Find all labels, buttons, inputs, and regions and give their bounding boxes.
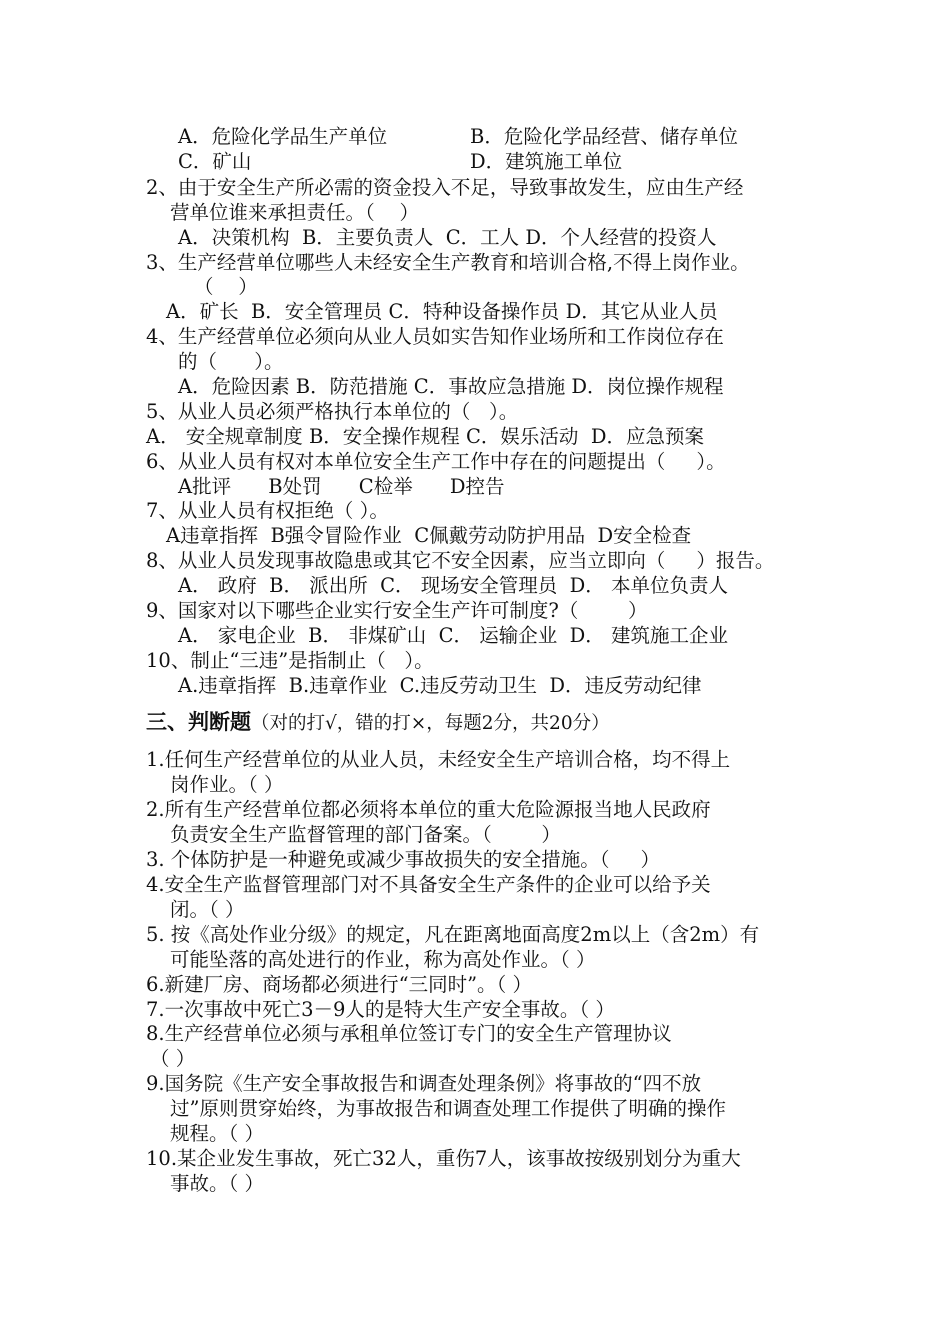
q1-option-a: A．危险化学品生产单位 [178,125,388,148]
section3-title: 三、判断题 [146,709,251,734]
tf2-text: 2.所有生产经营单位都必须将本单位的重大危险源报当地人民政府 [146,798,711,821]
section3-note: （对的打√，错的打×，每题2分，共20分） [251,713,610,734]
q2-text-cont: 营单位谁来承担责任。（ ） [170,201,420,224]
q9-options: A． 家电企业 B． 非煤矿山 C． 运输企业 D． 建筑施工企业 [178,624,728,647]
q10-options: A.违章指挥 B.违章作业 C.违反劳动卫生 D．违反劳动纪律 [178,674,702,697]
tf7-text: 7.一次事故中死亡3－9人的是特大生产安全事故。（ ） [146,998,615,1021]
q7-options: A违章指挥 B强令冒险作业 C佩戴劳动防护用品 D安全检查 [166,524,692,547]
q10-text: 10、制止“三违”是指制止（ ）。 [146,649,434,672]
q3-text-cont: （ ） [194,275,258,298]
tf1-text-cont: 岗作业。（ ） [170,773,284,796]
q1-option-c: C．矿山 [178,150,252,173]
q4-text-cont: 的（ ）。 [178,350,284,373]
q8-text: 8、从业人员发现事故隐患或其它不安全因素，应当立即向（ ）报告。 [146,549,775,572]
tf2-text-cont: 负责安全生产监督管理的部门备案。（ ） [170,823,561,846]
q6-options: A批评 B处罚 C检举 D控告 [178,475,505,498]
tf1-text: 1.任何生产经营单位的从业人员，未经安全生产培训合格，均不得上 [146,748,731,771]
q3-text: 3、生产经营单位哪些人未经安全生产教育和培训合格,不得上岗作业。 [146,251,750,274]
tf3-text: 3. 个体防护是一种避免或减少事故损失的安全措施。（ ） [146,848,661,871]
tf10-text: 10.某企业发生事故，死亡32人，重伤7人，该事故按级别划分为重大 [146,1147,741,1170]
q8-options: A． 政府 B． 派出所 C． 现场安全管理员 D． 本单位负责人 [178,574,728,597]
q1-option-b: B．危险化学品经营、储存单位 [470,125,738,148]
tf5-text-cont: 可能坠落的高处进行的作业，称为高处作业。（ ） [170,948,596,971]
q5-options: A． 安全规章制度 B．安全操作规程 C．娱乐活动 D．应急预案 [146,425,704,448]
tf10-text-cont: 事故。（ ） [170,1172,264,1195]
q9-text: 9、国家对以下哪些企业实行安全生产许可制度?（ ） [146,599,648,622]
tf4-text: 4.安全生产监督管理部门对不具备安全生产条件的企业可以给予关 [146,873,711,896]
tf8-text: 8.生产经营单位必须与承租单位签订专门的安全生产管理协议 [146,1022,672,1045]
tf9-text-cont2: 规程。（ ） [170,1122,264,1145]
q3-options: A．矿长 B．安全管理员 C．特种设备操作员 D．其它从业人员 [166,300,718,323]
tf5-text: 5. 按《高处作业分级》的规定，凡在距离地面高度2m以上（含2m）有 [146,923,760,946]
section3-heading [146,709,610,734]
q4-text: 4、生产经营单位必须向从业人员如实告知作业场所和工作岗位存在 [146,325,724,348]
q7-text: 7、从业人员有权拒绝（ ）。 [146,499,389,522]
q2-text: 2、由于安全生产所必需的资金投入不足，导致事故发生，应由生产经 [146,176,744,199]
tf9-text: 9.国务院《生产安全事故报告和调查处理条例》将事故的“四不放 [146,1072,702,1095]
tf6-text: 6.新建厂房、商场都必须进行“三同时”。（ ） [146,973,532,996]
q6-text: 6、从业人员有权对本单位安全生产工作中存在的问题提出（ ）。 [146,450,726,473]
tf9-text-cont: 过”原则贯穿始终，为事故报告和调查处理工作提供了明确的操作 [170,1097,726,1120]
q4-options: A．危险因素 B．防范措施 C．事故应急措施 D．岗位操作规程 [178,375,724,398]
tf8-text-cont: （ ） [150,1047,196,1070]
q1-option-d: D．建筑施工单位 [470,150,623,173]
q2-options: A．决策机构 B．主要负责人 C．工人 D．个人经营的投资人 [178,226,717,249]
q5-text: 5、从业人员必须严格执行本单位的（ ）。 [146,400,519,423]
tf4-text-cont: 闭。（ ） [170,898,245,921]
